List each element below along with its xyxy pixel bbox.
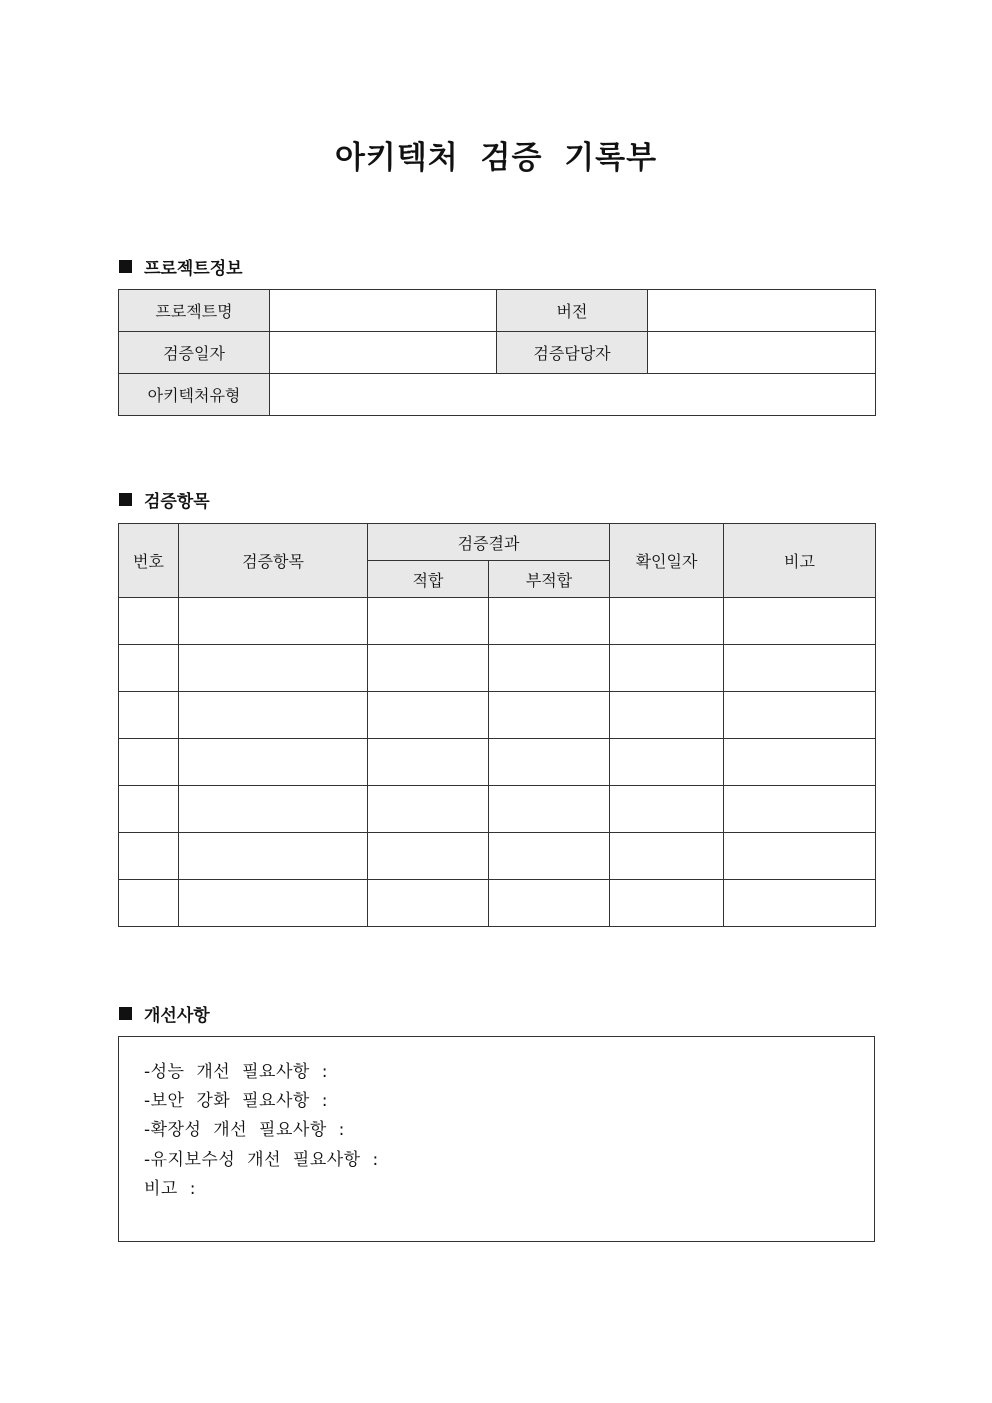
remarks-line: 비고 : [144, 1179, 196, 1199]
row-item-cell[interactable] [179, 692, 368, 739]
table-row [119, 645, 876, 692]
column-header-number: 번호 [119, 524, 179, 598]
row-pass-cell[interactable] [368, 645, 489, 692]
table-row [119, 692, 876, 739]
row-remarks-cell[interactable] [724, 692, 876, 739]
row-fail-cell[interactable] [489, 645, 610, 692]
section-heading-label: 프로젝트정보 [144, 259, 243, 279]
column-header-confirm-date: 확인일자 [610, 524, 724, 598]
version-field[interactable] [648, 290, 876, 332]
row-remarks-cell[interactable] [724, 739, 876, 786]
row-number-cell[interactable] [119, 645, 179, 692]
row-pass-cell[interactable] [368, 833, 489, 880]
row-item-cell[interactable] [179, 739, 368, 786]
architecture-type-label: 아키텍처유형 [119, 374, 270, 416]
section-heading-project-info [119, 254, 243, 279]
square-bullet-icon [119, 493, 132, 506]
row-fail-cell[interactable] [489, 833, 610, 880]
row-item-cell[interactable] [179, 598, 368, 645]
section-heading-label: 개선사항 [144, 1006, 210, 1026]
row-remarks-cell[interactable] [724, 880, 876, 927]
improvements-box[interactable] [118, 1036, 875, 1242]
row-confirm-date-cell[interactable] [610, 598, 724, 645]
column-header-item: 검증항목 [179, 524, 368, 598]
row-number-cell[interactable] [119, 692, 179, 739]
table-row [119, 332, 876, 374]
verification-items-table [118, 523, 876, 927]
verification-date-field[interactable] [270, 332, 497, 374]
project-name-field[interactable] [270, 290, 497, 332]
row-confirm-date-cell[interactable] [610, 786, 724, 833]
performance-improvement-line: -성능 개선 필요사항 : [144, 1062, 328, 1082]
square-bullet-icon [119, 1007, 132, 1020]
square-bullet-icon [119, 260, 132, 273]
row-fail-cell[interactable] [489, 739, 610, 786]
row-confirm-date-cell[interactable] [610, 833, 724, 880]
row-pass-cell[interactable] [368, 598, 489, 645]
table-header-row [119, 524, 876, 561]
section-heading-label: 검증항목 [144, 492, 210, 512]
row-item-cell[interactable] [179, 880, 368, 927]
document-title: 아키텍처 검증 기록부 [334, 140, 658, 176]
project-info-table [118, 289, 876, 416]
verification-date-label: 검증일자 [119, 332, 270, 374]
version-label: 버전 [497, 290, 648, 332]
column-header-result: 검증결과 [368, 524, 610, 561]
table-row [119, 374, 876, 416]
verifier-label: 검증담당자 [497, 332, 648, 374]
row-item-cell[interactable] [179, 645, 368, 692]
row-pass-cell[interactable] [368, 880, 489, 927]
row-confirm-date-cell[interactable] [610, 645, 724, 692]
maintainability-improvement-line: -유지보수성 개선 필요사항 : [144, 1150, 379, 1170]
architecture-type-field[interactable] [270, 374, 876, 416]
section-heading-verification-items [119, 487, 210, 512]
row-fail-cell[interactable] [489, 598, 610, 645]
row-confirm-date-cell[interactable] [610, 739, 724, 786]
row-pass-cell[interactable] [368, 739, 489, 786]
table-row [119, 598, 876, 645]
row-confirm-date-cell[interactable] [610, 692, 724, 739]
row-remarks-cell[interactable] [724, 598, 876, 645]
row-fail-cell[interactable] [489, 786, 610, 833]
column-header-remarks: 비고 [724, 524, 876, 598]
row-pass-cell[interactable] [368, 786, 489, 833]
table-row [119, 290, 876, 332]
verifier-field[interactable] [648, 332, 876, 374]
row-fail-cell[interactable] [489, 880, 610, 927]
row-number-cell[interactable] [119, 598, 179, 645]
table-row [119, 880, 876, 927]
row-remarks-cell[interactable] [724, 786, 876, 833]
row-confirm-date-cell[interactable] [610, 880, 724, 927]
row-number-cell[interactable] [119, 739, 179, 786]
row-pass-cell[interactable] [368, 692, 489, 739]
row-remarks-cell[interactable] [724, 833, 876, 880]
row-number-cell[interactable] [119, 786, 179, 833]
column-header-pass: 적합 [368, 561, 489, 598]
column-header-fail: 부적합 [489, 561, 610, 598]
row-number-cell[interactable] [119, 833, 179, 880]
table-row [119, 739, 876, 786]
table-row [119, 833, 876, 880]
scalability-improvement-line: -확장성 개선 필요사항 : [144, 1120, 345, 1140]
security-improvement-line: -보안 강화 필요사항 : [144, 1091, 328, 1111]
project-name-label: 프로젝트명 [119, 290, 270, 332]
row-remarks-cell[interactable] [724, 645, 876, 692]
section-heading-improvements [119, 1001, 210, 1026]
row-fail-cell[interactable] [489, 692, 610, 739]
table-row [119, 786, 876, 833]
row-item-cell[interactable] [179, 786, 368, 833]
row-number-cell[interactable] [119, 880, 179, 927]
row-item-cell[interactable] [179, 833, 368, 880]
